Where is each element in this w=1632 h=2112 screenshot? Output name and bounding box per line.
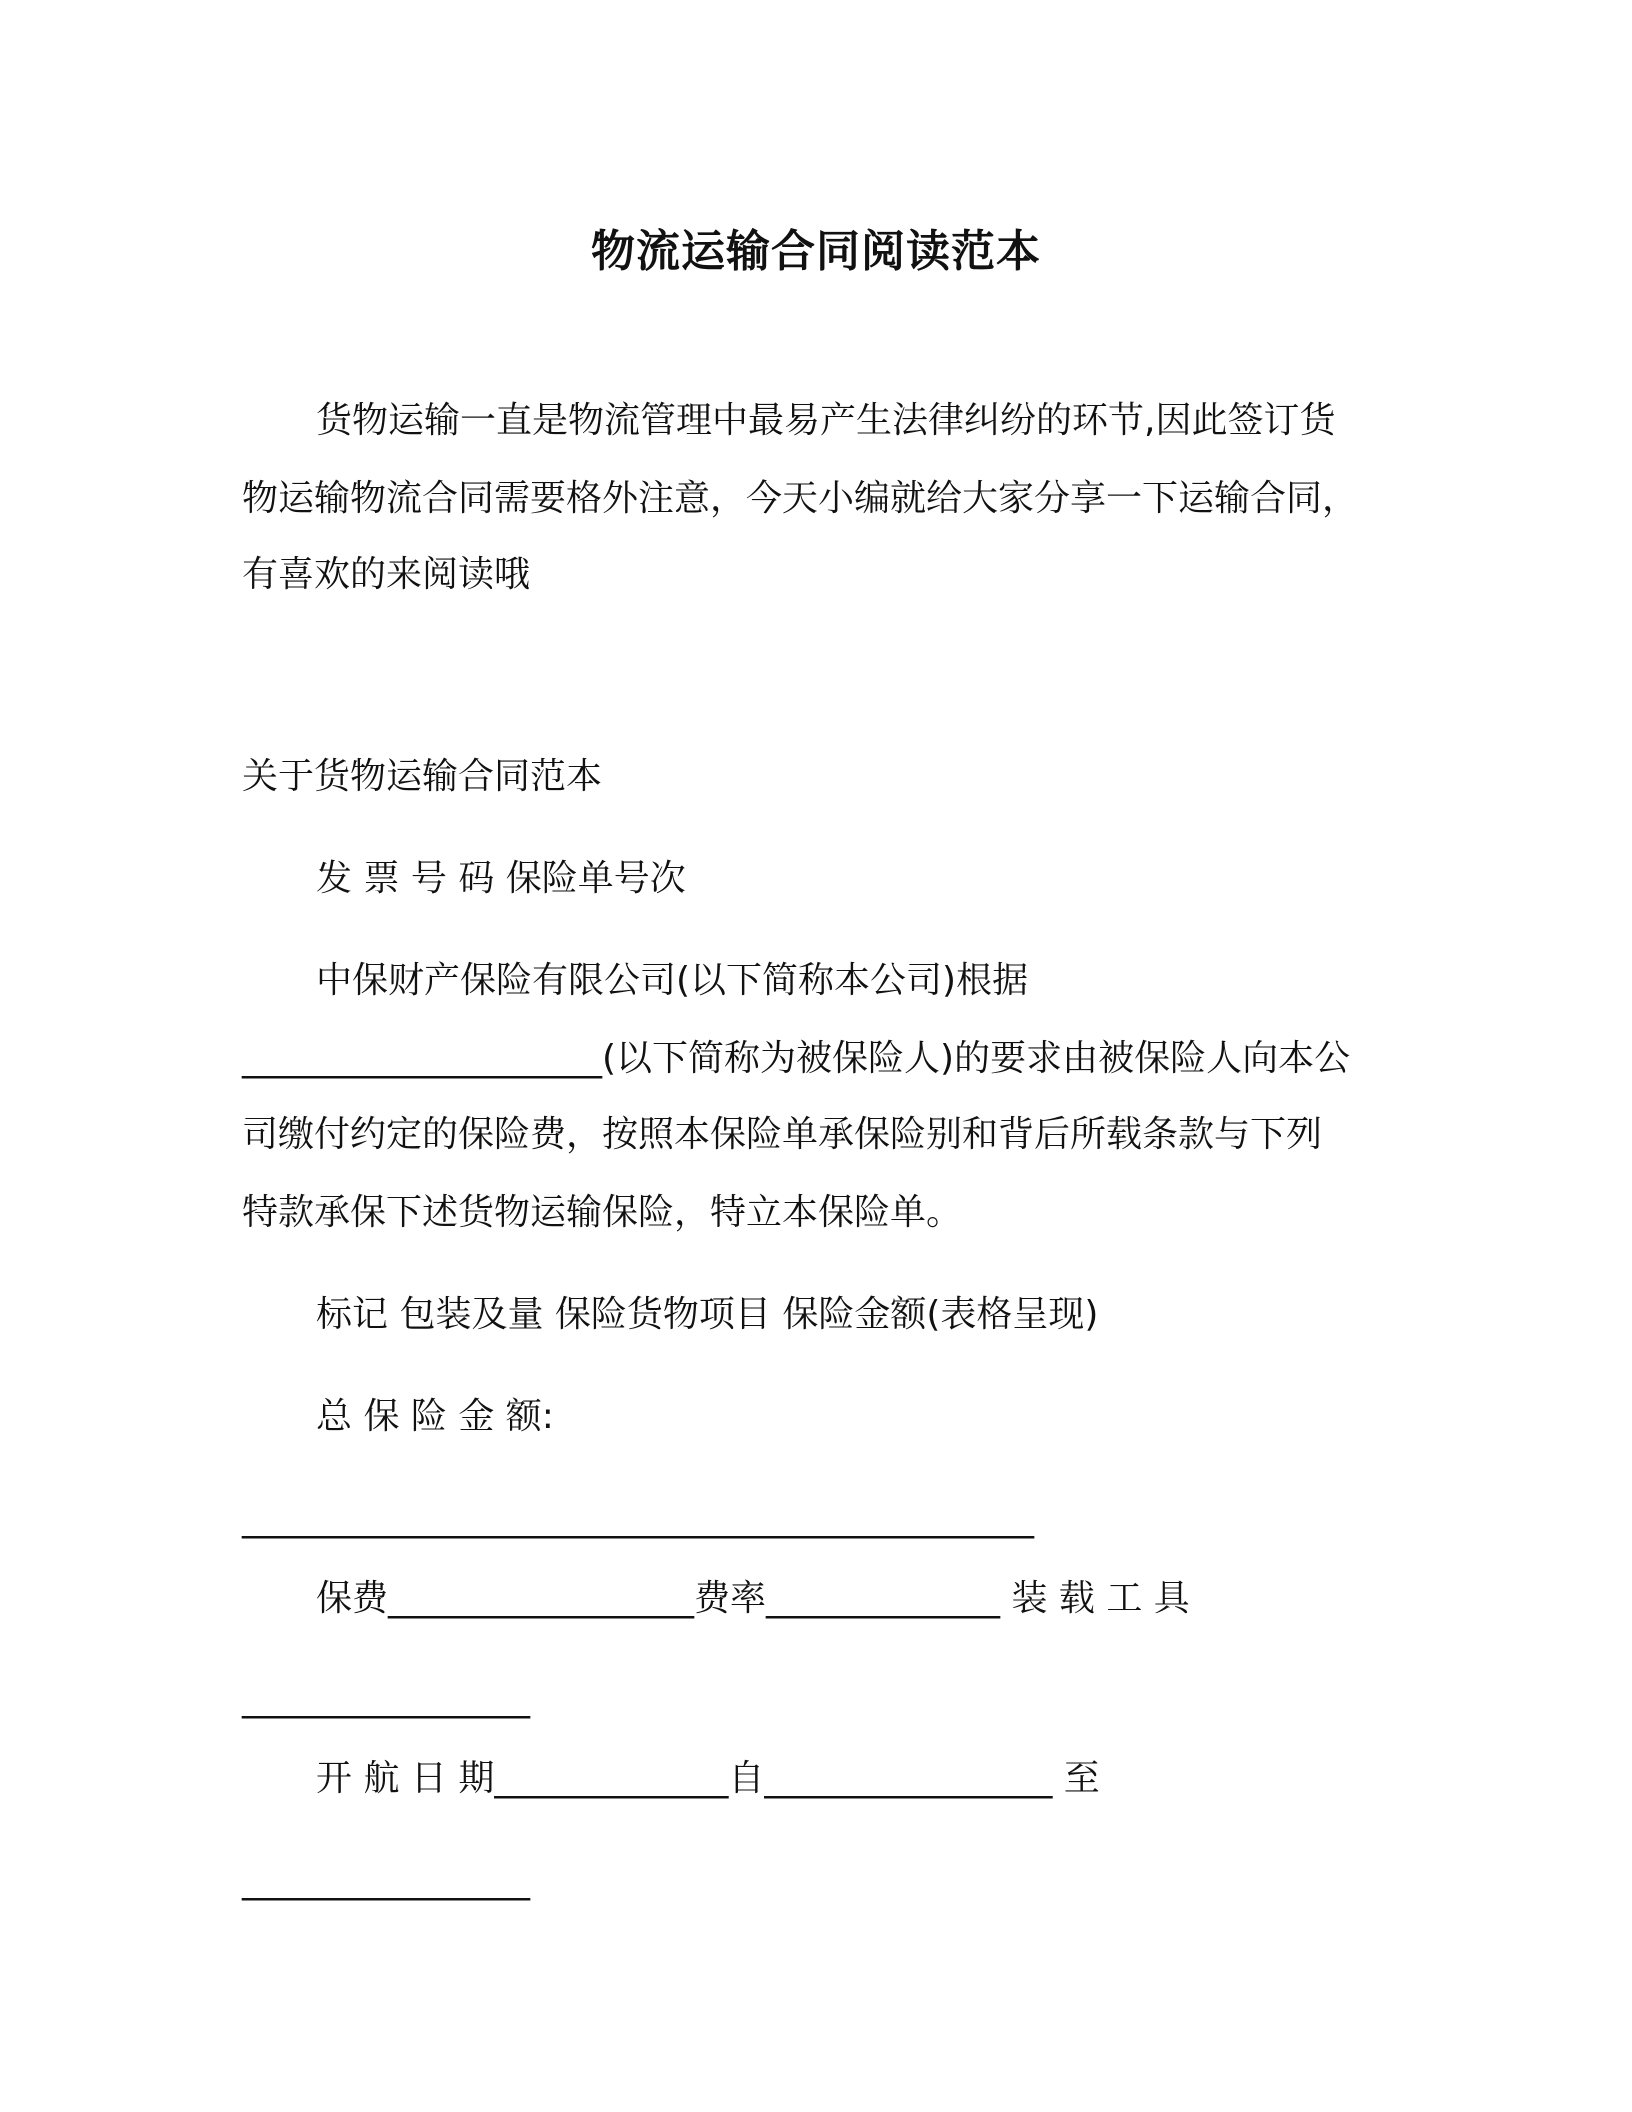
premium-line: 保费_________________费率_____________ 装 载 工 具 [316, 1578, 1190, 1619]
sailing-date-line: 开 航 日 期_____________自________________ 至 [316, 1758, 1100, 1799]
company-para-line-4: 特款承保下述货物运输保险，特立本保险单。 [242, 1192, 963, 1233]
company-para-line-1: 中保财产保险有限公司(以下简称本公司)根据 [316, 960, 1029, 1001]
intro-line-1: 货物运输一直是物流管理中最易产生法律纠纷的环节,因此签订货 [316, 400, 1336, 441]
document-title: 物流运输合同阅读范本 [591, 226, 1041, 277]
table-line: 标记 包装及量 保险货物项目 保险金额(表格呈现) [316, 1294, 1099, 1335]
total-insured-label: 总 保 险 金 额: [316, 1396, 554, 1437]
invoice-line: 发 票 号 码 保险单号次 [316, 858, 686, 899]
intro-line-3: 有喜欢的来阅读哦 [242, 554, 531, 595]
sailing-date-blank: ________________ [242, 1860, 530, 1901]
company-para-line-2: ____________________(以下简称为被保险人)的要求由被保险人向本公 [242, 1038, 1351, 1079]
premium-blank: ________________ [242, 1678, 530, 1719]
section-heading: 关于货物运输合同范本 [242, 756, 603, 797]
intro-line-2: 物运输物流合同需要格外注意，今天小编就给大家分享一下运输合同， [242, 478, 1359, 519]
total-insured-blank: ____________________________________________ [242, 1498, 1034, 1539]
company-para-line-3: 司缴付约定的保险费，按照本保险单承保险别和背后所载条款与下列 [242, 1114, 1323, 1155]
